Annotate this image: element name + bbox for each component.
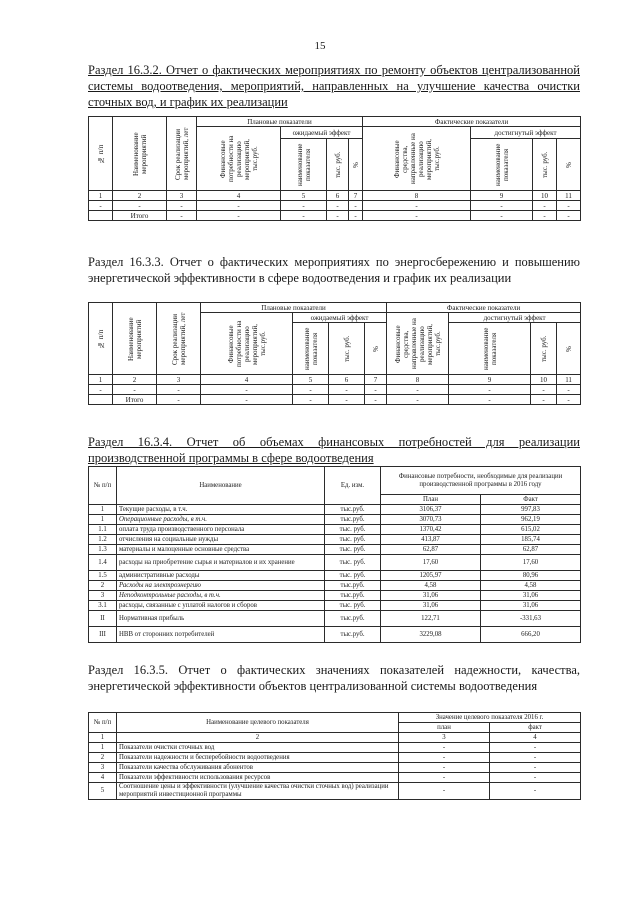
col-pct-header: % xyxy=(349,139,363,191)
table-row xyxy=(89,773,581,783)
row-unit: тыс.руб. xyxy=(325,627,381,643)
row-plan: 62,87 xyxy=(381,545,481,555)
row-plan: 1205,97 xyxy=(381,571,481,581)
row-name: административные расходы xyxy=(117,571,325,581)
col-plan-header: План xyxy=(381,495,481,505)
fact-header: Фактические показатели xyxy=(363,117,581,127)
table-row xyxy=(89,783,581,800)
row-num: 3 xyxy=(89,763,117,773)
row-unit: тыс.руб. xyxy=(325,515,381,525)
row-num: 1.3 xyxy=(89,545,117,555)
table-row xyxy=(89,601,581,611)
row-name: материалы и малоценные основные средства xyxy=(117,545,325,555)
row-fact: 615,02 xyxy=(481,525,581,535)
table-row xyxy=(89,571,581,581)
row-name: Показатели очистки сточных вод xyxy=(117,743,399,753)
col-num-header: № п/п xyxy=(89,713,117,733)
table-16-3-3 xyxy=(88,302,581,405)
table-row xyxy=(89,763,581,773)
row-fact: - xyxy=(490,743,581,753)
col-name-header: Наименование мероприятий xyxy=(113,303,157,375)
table-row xyxy=(89,535,581,545)
col-fin-header: Финансовые потребности, необходимые для реализации производственной программы в 2016 году xyxy=(381,467,581,495)
row-fact: 17,60 xyxy=(481,555,581,571)
row-fact: 80,96 xyxy=(481,571,581,581)
achieved-effect-header: достигнутый эффект xyxy=(471,127,581,139)
col-ind-name-header: наименование показателя xyxy=(281,139,327,191)
col-num-header: № п/п xyxy=(89,467,117,505)
row-plan: 1370,42 xyxy=(381,525,481,535)
col-fin-plan-header: Финансовые потребности на реализацию мероприятий, тыс.руб. xyxy=(201,313,293,375)
row-fact: 997,83 xyxy=(481,505,581,515)
row-name: отчисления на социальные нужды xyxy=(117,535,325,545)
row-num: 2 xyxy=(89,753,117,763)
col-rub-header: тыс. руб. xyxy=(533,139,557,191)
col-name-header: Наименование xyxy=(117,467,325,505)
col-rub-header: тыс. руб. xyxy=(329,323,365,375)
row-fact: - xyxy=(490,763,581,773)
row-name: НВВ от сторонних потребителей xyxy=(117,627,325,643)
row-fact: 31,06 xyxy=(481,601,581,611)
row-unit: тыс.руб. xyxy=(325,581,381,591)
row-name: расходы, связанные с уплатой налогов и сборов xyxy=(117,601,325,611)
row-unit: тыс. руб. xyxy=(325,525,381,535)
row-num: II xyxy=(89,611,117,627)
section-16-3-2-title: Раздел 16.3.2. Отчет о фактических мероприятиях по ремонту объектов централизованной системы водоотведения, мероприятий, направленных на улучшение качества очистки сточных вод, и график их реализации xyxy=(88,63,580,109)
col-plan-header: план xyxy=(399,723,490,733)
row-fact: 666,20 xyxy=(481,627,581,643)
table-16-3-2 xyxy=(88,116,581,221)
row-plan: - xyxy=(399,743,490,753)
table-row xyxy=(89,581,581,591)
total-row: Итого - - - - - - - - - xyxy=(89,395,581,405)
row-plan: 17,60 xyxy=(381,555,481,571)
row-fact: 31,06 xyxy=(481,591,581,601)
table-row: - - - - - - - - - - - xyxy=(89,201,581,211)
row-plan: 3229,08 xyxy=(381,627,481,643)
expected-effect-header: ожидаемый эффект xyxy=(281,127,363,139)
row-num: 4 xyxy=(89,773,117,783)
row-plan: 4,58 xyxy=(381,581,481,591)
table-row: - - - - - - - - - - - xyxy=(89,385,581,395)
row-plan: - xyxy=(399,773,490,783)
table-row xyxy=(89,743,581,753)
col-value-header: Значение целевого показателя 2016 г. xyxy=(399,713,581,723)
row-num: 1.4 xyxy=(89,555,117,571)
row-fact: - xyxy=(490,753,581,763)
plan-header: Плановые показатели xyxy=(201,303,387,313)
table-16-3-5 xyxy=(88,712,581,800)
col-name-header: Наименование мероприятий xyxy=(113,117,167,191)
row-plan: 3070,73 xyxy=(381,515,481,525)
col-name-header: Наименование целевого показателя xyxy=(117,713,399,733)
col-unit-header: Ед. изм. xyxy=(325,467,381,505)
row-name: Расходы на электроэнергию xyxy=(117,581,325,591)
col-fact-header: факт xyxy=(490,723,581,733)
row-unit: тыс. руб. xyxy=(325,571,381,581)
table-row xyxy=(89,753,581,763)
row-name: Текущие расходы, в т.ч. xyxy=(117,505,325,515)
table-16-3-4 xyxy=(88,466,581,643)
row-num: 1 xyxy=(89,515,117,525)
row-num: III xyxy=(89,627,117,643)
section-16-3-3-title: Раздел 16.3.3. Отчет о фактических мероприятиях по энергосбережению и повышению энергетической эффективности в сфере водоотведения и график их реализации xyxy=(88,255,580,285)
fact-header: Фактические показатели xyxy=(387,303,581,313)
expected-effect-header: ожидаемый эффект xyxy=(293,313,387,323)
row-num: 1 xyxy=(89,505,117,515)
col-fin-fact-header: Финансовые средства, направленные на реализацию мероприятий, тыс.руб. xyxy=(387,313,449,375)
row-unit: тыс. руб. xyxy=(325,601,381,611)
col-fin-plan-header: Финансовые потребности на реализацию мероприятий, тыс.руб. xyxy=(197,127,281,191)
col-term-header: Срок реализации мероприятий, лет xyxy=(167,117,197,191)
row-plan: - xyxy=(399,763,490,773)
row-fact: 962,19 xyxy=(481,515,581,525)
col-rub-header: тыс. руб. xyxy=(531,323,557,375)
col-pct-header: % xyxy=(557,139,581,191)
row-plan: 413,87 xyxy=(381,535,481,545)
row-fact: 62,87 xyxy=(481,545,581,555)
row-unit: тыс.руб. xyxy=(325,611,381,627)
row-plan: 122,71 xyxy=(381,611,481,627)
row-plan: 31,06 xyxy=(381,591,481,601)
row-plan: 31,06 xyxy=(381,601,481,611)
row-num: 2 xyxy=(89,581,117,591)
row-plan: - xyxy=(399,783,490,800)
col-num-header: № п/п xyxy=(89,303,113,375)
row-unit: тыс.руб. xyxy=(325,505,381,515)
row-num: 1.2 xyxy=(89,535,117,545)
plan-header: Плановые показатели xyxy=(197,117,363,127)
row-fact: 185,74 xyxy=(481,535,581,545)
table-row xyxy=(89,515,581,525)
row-fact: - xyxy=(490,773,581,783)
row-name: Показатели надежности и бесперебойности водоотведения xyxy=(117,753,399,763)
row-name: Неподконтрольные расходы, в т.ч. xyxy=(117,591,325,601)
col-term-header: Срок реализации мероприятий, лет xyxy=(157,303,201,375)
section-16-3-4-title: Раздел 16.3.4. Отчет об объемах финансовых потребностей для реализации производственной программы в сфере водоотведения xyxy=(88,435,580,465)
row-name: Показатели качества обслуживания абонентов xyxy=(117,763,399,773)
column-numbers-row: 1 2 3 4 xyxy=(89,733,581,743)
row-fact: 4,58 xyxy=(481,581,581,591)
table-row xyxy=(89,555,581,571)
col-pct-header: % xyxy=(365,323,387,375)
row-num: 1.1 xyxy=(89,525,117,535)
col-ind-name-header: наименование показателя xyxy=(471,139,533,191)
col-fact-header: Факт xyxy=(481,495,581,505)
row-unit: тыс. руб. xyxy=(325,545,381,555)
column-numbers-row: 1 2 3 4 5 6 7 8 9 10 11 xyxy=(89,191,581,201)
row-name: оплата труда производственного персонала xyxy=(117,525,325,535)
row-name: Операционные расходы, в т.ч. xyxy=(117,515,325,525)
col-fin-fact-header: Финансовые средства, направленные на реализацию мероприятий, тыс.руб. xyxy=(363,127,471,191)
row-name: Соотношение цены и эффективности (улучшение качества очистки сточных вод) реализации мероприятий инвестиционной программы xyxy=(117,783,399,800)
row-unit: тыс.руб. xyxy=(325,591,381,601)
row-num: 1.5 xyxy=(89,571,117,581)
table-row xyxy=(89,627,581,643)
row-unit: тыс. руб. xyxy=(325,555,381,571)
row-name: расходы на приобретение сырья и материалов и их хранение xyxy=(117,555,325,571)
row-num: 5 xyxy=(89,783,117,800)
col-ind-name-header: наименование показателя xyxy=(293,323,329,375)
row-num: 1 xyxy=(89,743,117,753)
col-num-header: № п/п xyxy=(89,117,113,191)
section-16-3-5-title: Раздел 16.3.5. Отчет о фактических значениях показателей надежности, качества, энергетической эффективности объектов централизованной системы водоотведения xyxy=(88,663,580,693)
table-row xyxy=(89,505,581,515)
row-fact: -331,63 xyxy=(481,611,581,627)
col-pct-header: % xyxy=(557,323,581,375)
row-num: 3 xyxy=(89,591,117,601)
total-row: Итого - - - - - - - - - xyxy=(89,211,581,221)
table-row xyxy=(89,525,581,535)
column-numbers-row: 1 2 3 4 5 6 7 8 9 10 11 xyxy=(89,375,581,385)
table-row xyxy=(89,545,581,555)
row-unit: тыс. руб. xyxy=(325,535,381,545)
row-plan: - xyxy=(399,753,490,763)
row-plan: 3106,37 xyxy=(381,505,481,515)
row-num: 3.1 xyxy=(89,601,117,611)
col-rub-header: тыс. руб. xyxy=(327,139,349,191)
row-name: Показатели эффективности использования ресурсов xyxy=(117,773,399,783)
table-row xyxy=(89,611,581,627)
table-row xyxy=(89,591,581,601)
col-ind-name-header: наименование показателя xyxy=(449,323,531,375)
row-name: Нормативная прибыль xyxy=(117,611,325,627)
achieved-effect-header: достигнутый эффект xyxy=(449,313,581,323)
page-number: 15 xyxy=(314,40,326,52)
row-fact: - xyxy=(490,783,581,800)
